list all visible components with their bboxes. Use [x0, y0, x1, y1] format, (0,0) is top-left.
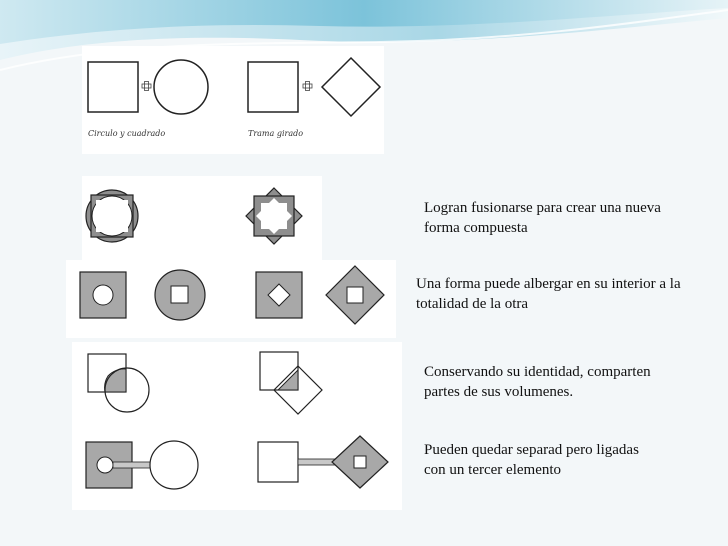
caption-linked: Pueden quedar separad pero ligadas con un tercer elemento	[424, 442, 639, 478]
circle-shape	[154, 60, 208, 114]
square-containing-diamond	[256, 272, 302, 318]
fused-circle-square	[86, 190, 138, 242]
square-shape	[88, 62, 138, 112]
circle-containing-square	[155, 270, 205, 320]
square-shape-2	[248, 62, 298, 112]
figure-overlap-linked	[72, 342, 402, 510]
label-circle-square: Circulo y cuadrado	[88, 129, 166, 138]
diamond-containing-square	[326, 266, 384, 324]
diamond-shape	[322, 58, 380, 116]
plus-icon	[142, 82, 151, 91]
linked-square-diamond	[258, 436, 388, 488]
caption-overlap: Conservando su identidad, comparten partes de sus volumenes.	[424, 364, 651, 400]
fused-square-diamond	[246, 188, 302, 244]
label-rotated-frame: Trama girado	[248, 129, 304, 138]
figure-containment	[66, 260, 396, 338]
figure-addition	[82, 46, 384, 154]
figure-fusion	[82, 176, 322, 260]
square-circle-overlap	[88, 354, 150, 416]
linked-square-circle	[86, 441, 198, 489]
caption-containment: Una forma puede albergar en su interior a la totalidad de la otra	[416, 276, 681, 312]
plus-icon-2	[303, 82, 312, 91]
square-diamond-overlap	[260, 352, 322, 414]
caption-fusion: Logran fusionarse para crear una nueva forma compuesta	[424, 200, 661, 236]
square-containing-circle	[80, 272, 126, 318]
